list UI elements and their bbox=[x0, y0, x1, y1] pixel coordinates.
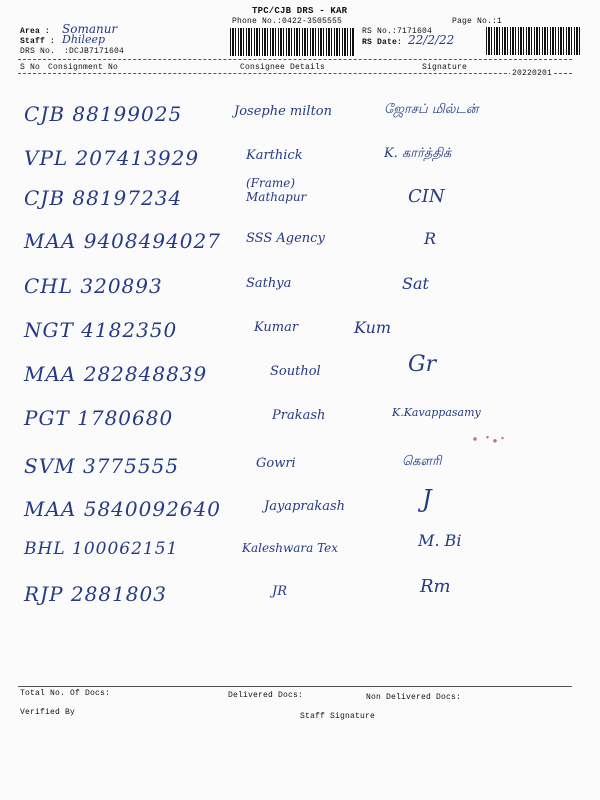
list-item bbox=[24, 352, 564, 394]
consignment-number: MAA 5840092640 bbox=[24, 497, 221, 521]
delivered-docs-label: Delivered Docs: bbox=[228, 691, 304, 700]
signature: CIN bbox=[408, 186, 445, 207]
consignee-name: (Frame) Mathapur bbox=[246, 176, 307, 204]
signature: K.Kavappasamy bbox=[392, 406, 481, 419]
consignee-name: Kaleshwara Tex bbox=[242, 541, 339, 555]
list-item bbox=[24, 225, 564, 261]
list-item bbox=[24, 531, 564, 571]
barcode-left bbox=[230, 28, 354, 56]
consignee-name: JR bbox=[272, 584, 287, 599]
drs-no-value: :DCJB7171604 bbox=[64, 47, 125, 56]
phone-number: Phone No.:0422-3505555 bbox=[232, 17, 343, 26]
consignment-number: CJB 88197234 bbox=[24, 186, 183, 210]
list-item bbox=[24, 314, 564, 350]
page-number: Page No.:1 bbox=[452, 17, 503, 26]
consignee-name: Gowri bbox=[256, 456, 296, 471]
date-code: 20220201 bbox=[512, 69, 553, 78]
consignee-name: Josephe milton bbox=[234, 104, 332, 119]
signature: Rm bbox=[420, 576, 451, 597]
consignment-number: BHL 100062151 bbox=[24, 539, 179, 559]
consignee-name: Karthick bbox=[246, 148, 303, 163]
signature: K. கார்த்திக் bbox=[384, 146, 452, 161]
area-label: Area : bbox=[20, 27, 51, 36]
rs-date-label: RS Date: bbox=[362, 38, 403, 47]
consignment-number: CHL 320893 bbox=[24, 274, 163, 298]
page-title: TPC/CJB DRS - KAR bbox=[252, 6, 348, 16]
list-item bbox=[24, 578, 564, 614]
list-item bbox=[24, 450, 564, 486]
signature: ஜோசப் மில்டன் bbox=[384, 102, 479, 117]
rs-no: RS No.:7171604 bbox=[362, 27, 433, 36]
column-sno: S No bbox=[20, 63, 41, 72]
area-value: Somanur bbox=[62, 22, 118, 36]
column-consignee: Consignee Details bbox=[240, 63, 326, 72]
consignment-number: MAA 9408494027 bbox=[24, 229, 221, 253]
drs-no-label: DRS No. bbox=[20, 47, 56, 56]
consignee-name: SSS Agency bbox=[246, 231, 325, 246]
consignment-number: CJB 88199025 bbox=[24, 102, 183, 126]
footer-divider bbox=[18, 686, 572, 687]
staff-label: Staff : bbox=[20, 37, 56, 46]
signature: M. Bi bbox=[418, 531, 462, 550]
header-divider bbox=[18, 59, 572, 60]
consignment-number: RJP 2881803 bbox=[24, 582, 167, 606]
consignment-number: MAA 282848839 bbox=[24, 362, 208, 386]
list-item bbox=[24, 142, 564, 178]
signature: கௌரி bbox=[402, 454, 442, 469]
staff-value: Dhileep bbox=[62, 33, 106, 46]
staff-signature-label: Staff Signature bbox=[300, 712, 376, 721]
signature: R bbox=[424, 229, 437, 248]
consignee-name: Kumar bbox=[254, 320, 299, 335]
verified-by-label: Verified By bbox=[20, 708, 76, 717]
signature: Sat bbox=[402, 274, 429, 293]
consignee-name: Sathya bbox=[246, 276, 292, 291]
list-item bbox=[24, 98, 564, 134]
column-signature: Signature bbox=[422, 63, 468, 72]
list-item bbox=[24, 485, 564, 529]
consignee-name: Jayaprakash bbox=[264, 499, 346, 514]
list-item bbox=[24, 270, 564, 306]
signature: Gr bbox=[408, 352, 437, 377]
list-item bbox=[24, 176, 564, 218]
consignment-number: VPL 207413929 bbox=[24, 146, 200, 170]
consignment-number: NGT 4182350 bbox=[24, 318, 178, 342]
non-delivered-docs-label: Non Delivered Docs: bbox=[366, 693, 462, 702]
barcode-right bbox=[486, 27, 582, 55]
rs-date-value: 22/2/22 bbox=[408, 33, 455, 47]
signature: J bbox=[422, 485, 432, 513]
total-docs-label: Total No. Of Docs: bbox=[20, 689, 111, 698]
consignee-name: Southol bbox=[270, 364, 321, 379]
consignee-name: Prakash bbox=[272, 408, 326, 423]
column-divider bbox=[18, 73, 572, 74]
signature: Kum bbox=[354, 318, 392, 337]
consignment-number: SVM 3775555 bbox=[24, 454, 180, 478]
consignment-number: PGT 1780680 bbox=[24, 406, 174, 430]
ink-smudge bbox=[460, 430, 510, 448]
column-consignment: Consignment No bbox=[48, 63, 119, 72]
